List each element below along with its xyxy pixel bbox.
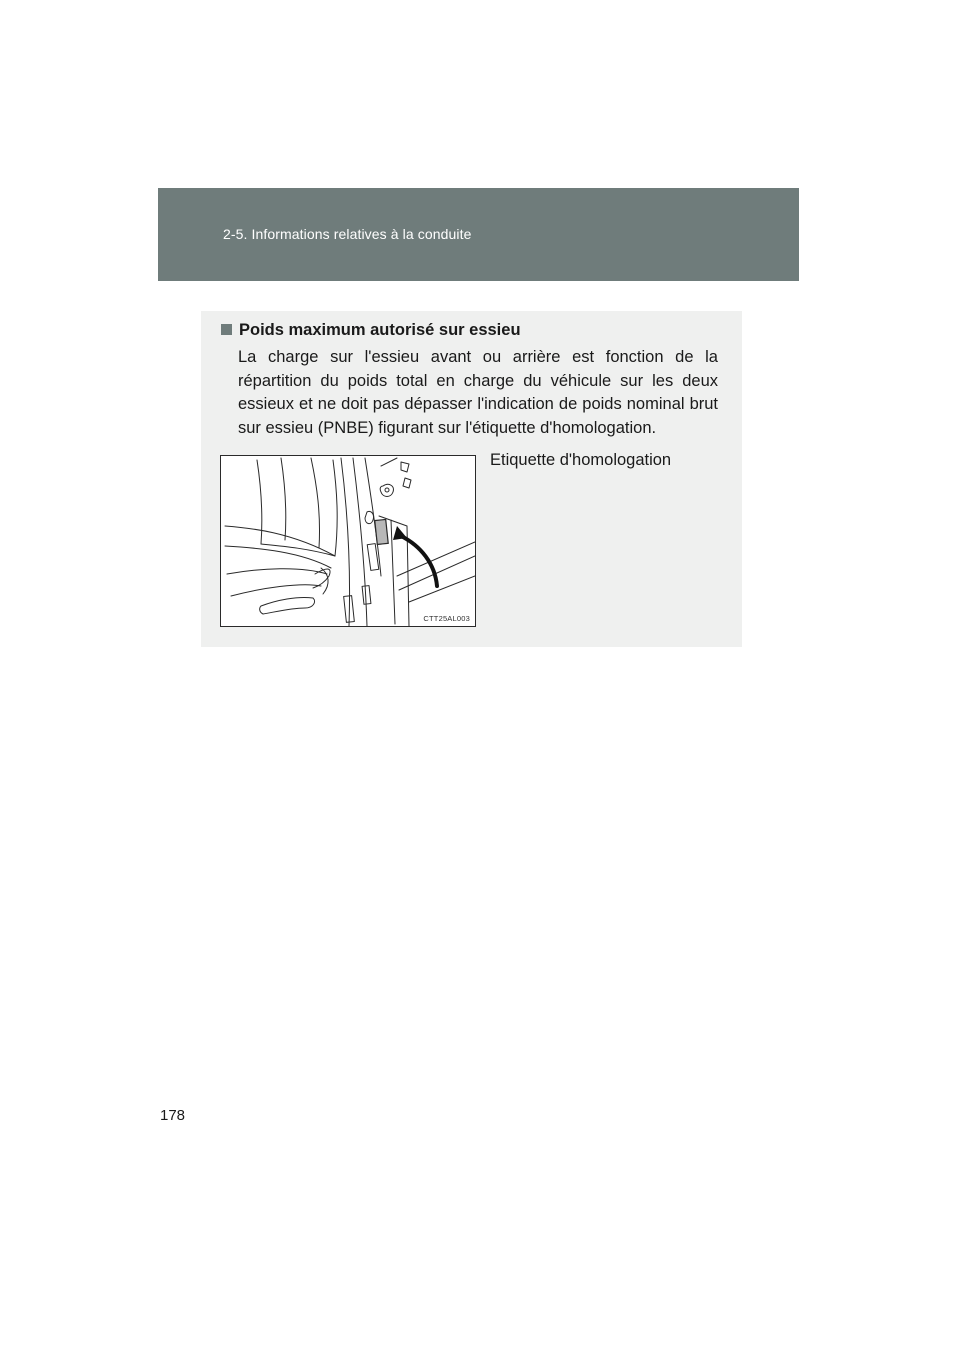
section-heading-text: Poids maximum autorisé sur essieu <box>239 321 521 339</box>
seat-and-pillar-drawing <box>221 456 476 627</box>
page-number: 178 <box>160 1107 186 1124</box>
info-box <box>201 311 742 647</box>
chapter-title: 2-5. Informations relatives à la conduite <box>223 226 472 242</box>
square-bullet-icon <box>221 324 232 335</box>
section-heading <box>221 321 521 340</box>
callout-label: Etiquette d'homologation <box>490 451 672 469</box>
figure-code: CTT25AL003 <box>423 614 470 623</box>
body-paragraph: La charge sur l'essieu avant ou arrière est fonction de la répartition du poids total en charge du véhicule sur les deux essieux et ne doit pas dépasser l'indication de poids nominal brut sur essieu (PNBE) figurant sur l'étiquette d'homologation. <box>238 348 718 437</box>
chapter-header <box>158 188 799 281</box>
door-pillar-illustration <box>220 455 476 627</box>
